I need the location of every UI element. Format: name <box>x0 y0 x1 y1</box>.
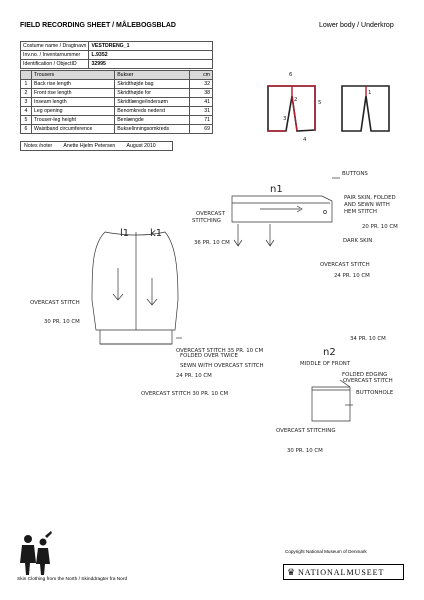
notes-date: August 2010 <box>126 143 156 149</box>
annotation-overcast-n1: OVERCAST <box>196 211 225 217</box>
annotation-folded: 24 PR. 10 CM <box>176 373 212 379</box>
annotation-overcast-bottom: OVERCAST STITCH 30 PR. 10 CM <box>141 391 229 397</box>
diagram-number: 2 <box>294 97 298 103</box>
row-number: 4 <box>21 107 32 116</box>
notes-label: Notes /noter <box>24 143 53 149</box>
row-number: 6 <box>21 125 32 134</box>
sheet-subtitle: Lower body / Underkrop <box>319 22 394 29</box>
row-cm: 69 <box>190 125 213 134</box>
header-en: Trousers <box>32 71 115 80</box>
annotation-n2-34: 34 PR. 10 CM <box>350 336 386 342</box>
diagram-number: 6 <box>289 72 293 78</box>
row-da: Skridtlænge/indersøm <box>115 98 190 107</box>
annotation-l1: l1 <box>120 228 130 239</box>
diagram-number: 3 <box>283 116 287 122</box>
annotation-folded-edging: OVERCAST STITCH <box>343 378 393 384</box>
annotation-overcast-n1: 36 PR. 10 CM <box>194 240 230 246</box>
row-cm: 32 <box>190 80 213 89</box>
annotation-dark-skin: DARK SKIN <box>343 238 373 244</box>
annotation-folded: SEWN WITH OVERCAST STITCH <box>180 363 264 369</box>
annotation-overcast-n1: STITCHING <box>192 218 221 224</box>
annotation-n1: n1 <box>270 184 283 195</box>
logo-text: NATIONALMUSEET <box>298 567 385 577</box>
sheet-title: FIELD RECORDING SHEET / MÅLEBOGSBLAD <box>20 22 176 29</box>
meta-value: VESTDRENG_1 <box>89 42 213 51</box>
row-cm: 31 <box>190 107 213 116</box>
annotation-middle-front: MIDDLE OF FRONT <box>300 361 351 367</box>
annotation-pair-skin: HEM STITCH <box>344 209 377 215</box>
row-en: Front rise length <box>32 89 115 98</box>
annotation-buttonhole: BUTTONHOLE <box>356 390 394 396</box>
row-cm: 71 <box>190 116 213 125</box>
row-en: Leg opening <box>32 107 115 116</box>
meta-value: 32995 <box>89 60 213 69</box>
row-da: Benlængde <box>115 116 190 125</box>
row-number: 1 <box>21 80 32 89</box>
header-cm: cm <box>190 71 213 80</box>
waistband-sketch <box>232 178 340 246</box>
row-da: Bukselinningsomkreds <box>115 125 190 134</box>
row-da: Skridthøjde bag <box>115 80 190 89</box>
footer-project-name: Skin Clothing from the North / Skinddragter fra Nord <box>17 577 128 582</box>
meta-value: L.9352 <box>89 51 213 60</box>
row-en: Waistband circumference <box>32 125 115 134</box>
row-cm: 41 <box>190 98 213 107</box>
annotation-overcast-n2: 30 PR. 10 CM <box>287 448 323 454</box>
annotation-overcast-left: OVERCAST STITCH <box>30 300 80 306</box>
skin-clothing-logo-icon <box>15 531 55 576</box>
row-number: 2 <box>21 89 32 98</box>
annotation-overcast-35: OVERCAST STITCH 35 PR. 10 CM <box>176 348 264 354</box>
diagram-number: 5 <box>318 100 322 106</box>
annotation-pair-skin: AND SEWN WITH <box>344 202 390 208</box>
row-en: Trouser-leg height <box>32 116 115 125</box>
meta-label: Costume name / Dragtnavn <box>21 42 89 51</box>
annotation-n2: n2 <box>323 347 336 358</box>
row-da: Skridthøjde for <box>115 89 190 98</box>
annotation-folded: FOLDED OVER TWICE <box>180 353 238 359</box>
annotation-buttons: BUTTONS <box>342 171 368 177</box>
row-en: Back rise length <box>32 80 115 89</box>
row-number: 3 <box>21 98 32 107</box>
front-flap-sketch <box>312 380 353 421</box>
header-da: Bukser <box>115 71 190 80</box>
annotation-overcast-24: 24 PR. 10 CM <box>334 273 370 279</box>
nationalmuseet-logo <box>283 564 404 580</box>
meta-label: Identification / ObjectID <box>21 60 89 69</box>
annotation-pair-skin: PAIR SKIN, FOLDED <box>344 195 396 201</box>
row-en: Inseam length <box>32 98 115 107</box>
meta-label: Inv.no. / Inventarnummer <box>21 51 89 60</box>
row-number: 5 <box>21 116 32 125</box>
footer-copyright: Copyright National Museum of Denmark <box>285 549 367 554</box>
diagram-number: 4 <box>303 137 307 143</box>
annotation-pair-skin: 20 PR. 10 CM <box>362 224 398 230</box>
annotation-overcast-24: OVERCAST STITCH <box>320 262 370 268</box>
notes-author: Anette Hjelm Petersen <box>63 143 116 149</box>
row-da: Benomkreds nederst <box>115 107 190 116</box>
annotation-k1: k1 <box>150 228 163 239</box>
annotation-overcast-left: 30 PR. 10 CM <box>44 319 80 325</box>
row-cm: 38 <box>190 89 213 98</box>
trousers-pattern-sketch <box>92 232 182 344</box>
annotation-overcast-n2: OVERCAST STITCHING <box>276 428 336 434</box>
diagram-number: 1 <box>368 90 372 96</box>
crown-icon: ♛ <box>286 566 296 577</box>
trousers-front-measure-lines <box>268 86 315 131</box>
annotation-folded-edging: FOLDED EDGING <box>342 372 388 378</box>
